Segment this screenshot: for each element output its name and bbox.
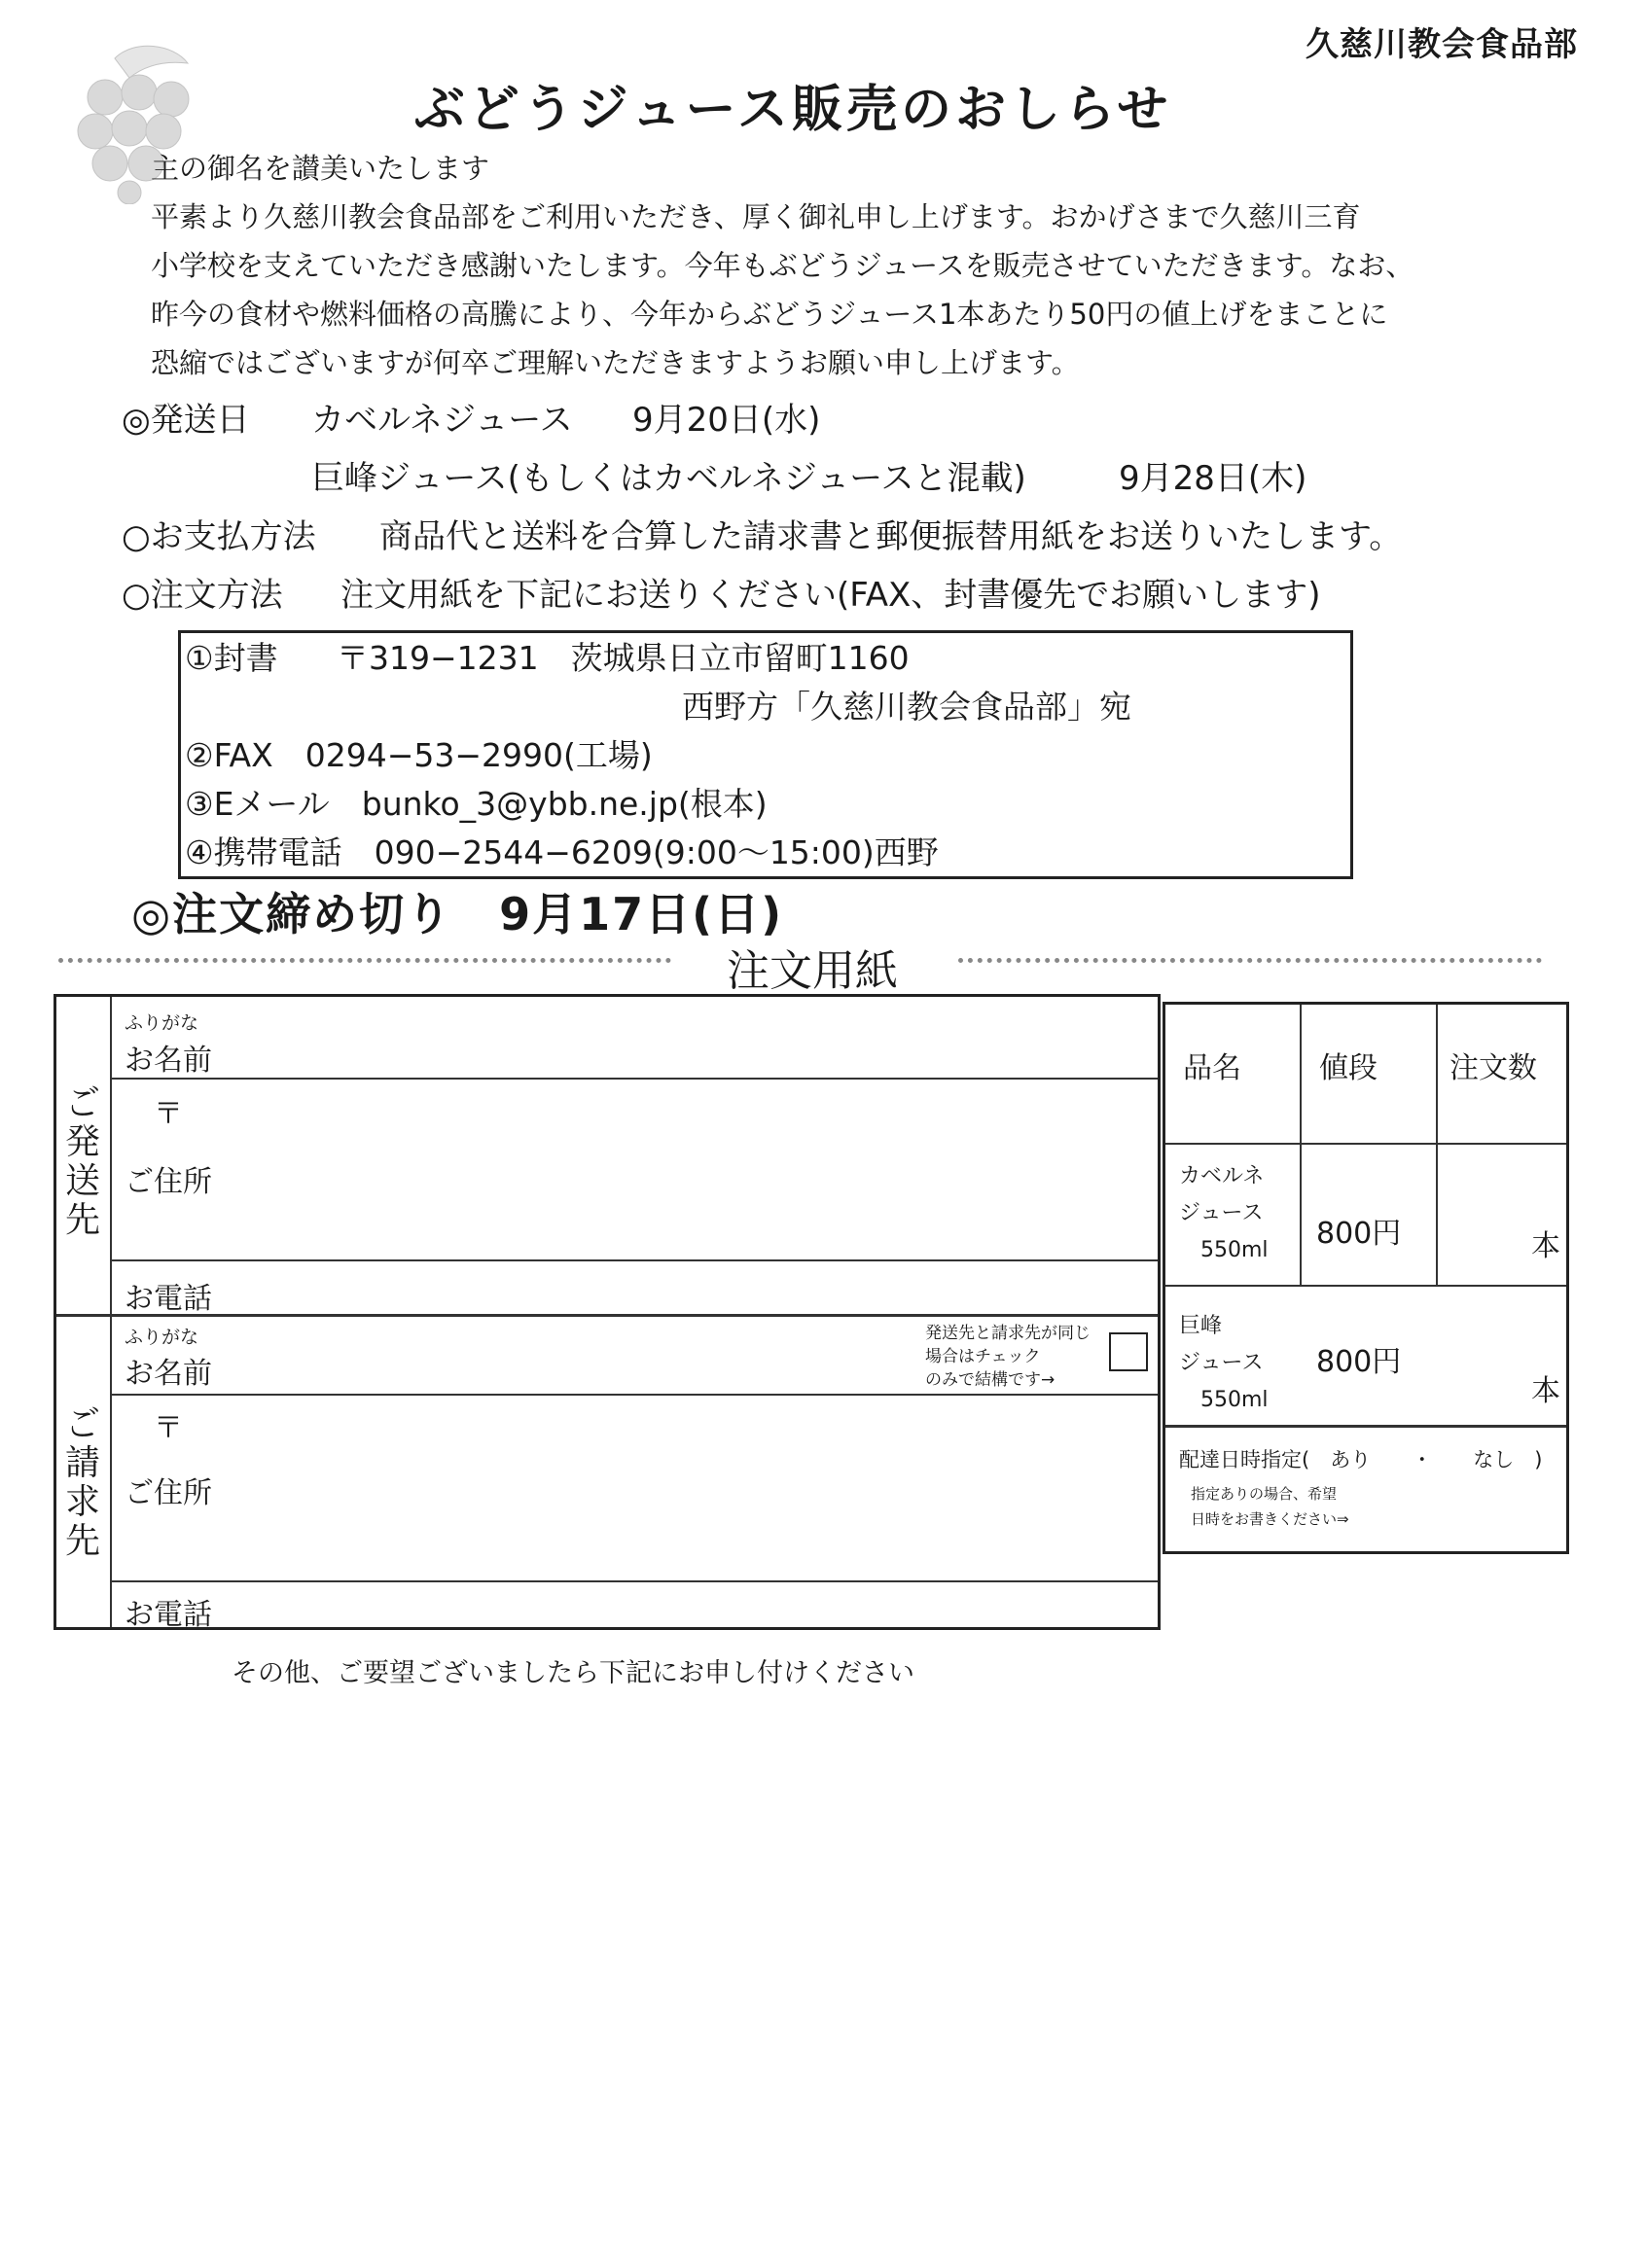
intro-line: 昨今の食材や燃料価格の高騰により、今年からぶどうジュース1本あたり50円の値上げをまことに [151,298,1388,331]
header-quantity: 注文数 [1449,1051,1537,1085]
same-address-checkbox[interactable] [1109,1332,1148,1371]
bill-to-label: ご請求先 [64,1404,100,1561]
bill-furigana-label: ふりがな [125,1327,199,1348]
price-cabernet: 800円 [1316,1217,1402,1251]
delivery-time-note-line: 指定ありの場合、希望 [1191,1485,1338,1503]
ship-address-label: ご住所 [125,1165,212,1199]
product-name-line: ジュース [1179,1201,1264,1225]
table-divider [1300,1005,1302,1285]
same-address-note-line: 場合はチェック [925,1347,1041,1366]
shipping-label: ◎発送日 [122,401,250,440]
product-name-kyoho [1179,1308,1269,1419]
ship-name-label: お名前 [125,1044,212,1078]
intro-line: 平素より久慈川教会食品部をご利用いただき、厚く御礼申し上げます。おかげさまで久慈川三育 [151,200,1361,233]
contact-email: ③Eメール bunko_3@ybb.ne.jp(根本) [185,785,768,823]
address-form [54,994,1161,1630]
same-address-note [925,1322,1091,1392]
intro-paragraph [151,144,1413,387]
header-product-name: 品名 [1183,1051,1241,1085]
shipping-item-cabernet: カベルネジュース [311,401,573,440]
shipping-item-kyoho: 巨峰ジュース(もしくはカベルネジュースと混載) [311,459,1026,498]
table-divider [1165,1143,1566,1145]
ship-postal-mark: 〒 [154,1097,183,1131]
product-name-line: カベルネ [1179,1164,1265,1188]
form-divider [110,1078,1158,1080]
page-title: ぶどうジュース販売のおしらせ [413,81,1172,139]
table-divider [1436,1005,1438,1285]
bill-postal-mark: 〒 [154,1411,183,1445]
same-address-note-line: 発送先と請求先が同じ [925,1324,1091,1343]
form-divider [56,1314,1158,1317]
header-price: 値段 [1319,1051,1378,1085]
form-divider [110,1580,1158,1582]
order-deadline: ◎注文締め切り 9月17日(日) [131,888,784,940]
table-divider [1165,1425,1566,1428]
bill-name-label: お名前 [125,1357,212,1391]
delivery-time-note-line: 日時をお書きください⇒ [1191,1510,1349,1528]
intro-line: 小学校を支えていただき感謝いたします。今年もぶどうジュースを販売させていただきます。なお、 [151,249,1414,282]
ship-phone-label: お電話 [125,1282,212,1316]
organization-name: 久慈川教会食品部 [1306,25,1578,64]
product-order-table [1163,1002,1569,1554]
contact-fax: ②FAX 0294−53−2990(工場) [185,736,653,774]
delivery-time-note [1191,1481,1349,1532]
intro-line: 恐縮ではございますが何卒ご理解いただきますようお願い申し上げます。 [151,346,1080,379]
additional-requests-note: その他、ご要望ございましたら下記にお申し付けください [232,1658,914,1688]
payment-label: ○お支払方法 [122,517,316,556]
price-kyoho: 800円 [1316,1345,1402,1379]
product-name-line: ジュース [1179,1351,1264,1375]
delivery-time-label: 配達日時指定( あり ・ なし ) [1179,1448,1543,1471]
form-divider [110,1259,1158,1261]
order-method-text: 注文用紙を下記にお送りください(FAX、封書優先でお願いします) [340,576,1321,615]
product-name-line: 550ml [1200,1238,1269,1262]
payment-text: 商品代と送料を合算した請求書と郵便振替用紙をお送りいたします。 [379,517,1403,556]
product-name-line: 550ml [1200,1388,1269,1412]
product-name-line: 巨峰 [1179,1314,1223,1338]
same-address-note-line: のみで結構です→ [925,1370,1056,1390]
intro-line: 主の御名を讃美いたします [151,152,490,185]
ship-to-label: ご発送先 [64,1083,100,1240]
bill-address-label: ご住所 [125,1476,212,1510]
form-divider [110,1394,1158,1396]
contact-box [178,630,1353,879]
product-name-cabernet [1179,1158,1269,1269]
shipping-date-kyoho: 9月28日(木) [1119,459,1307,498]
unit-cabernet: 本 [1531,1229,1560,1263]
bill-phone-label: お電話 [125,1598,212,1632]
contact-mail-recipient: 西野方「久慈川教会食品部」宛 [682,688,1131,726]
contact-phone: ④携帯電話 090−2544−6209(9:00〜15:00)西野 [185,833,939,871]
contact-mail-address: 〒319−1231 茨城県日立市留町1160 [337,639,910,677]
order-method-label: ○注文方法 [122,576,283,615]
order-form-title: 注文用紙 [727,946,898,996]
shipping-date-cabernet: 9月20日(水) [632,401,821,440]
unit-kyoho: 本 [1531,1374,1560,1408]
ship-furigana-label: ふりがな [125,1012,199,1034]
table-divider [1165,1285,1566,1287]
contact-mail-label: ①封書 [185,639,278,677]
form-divider [110,997,112,1627]
